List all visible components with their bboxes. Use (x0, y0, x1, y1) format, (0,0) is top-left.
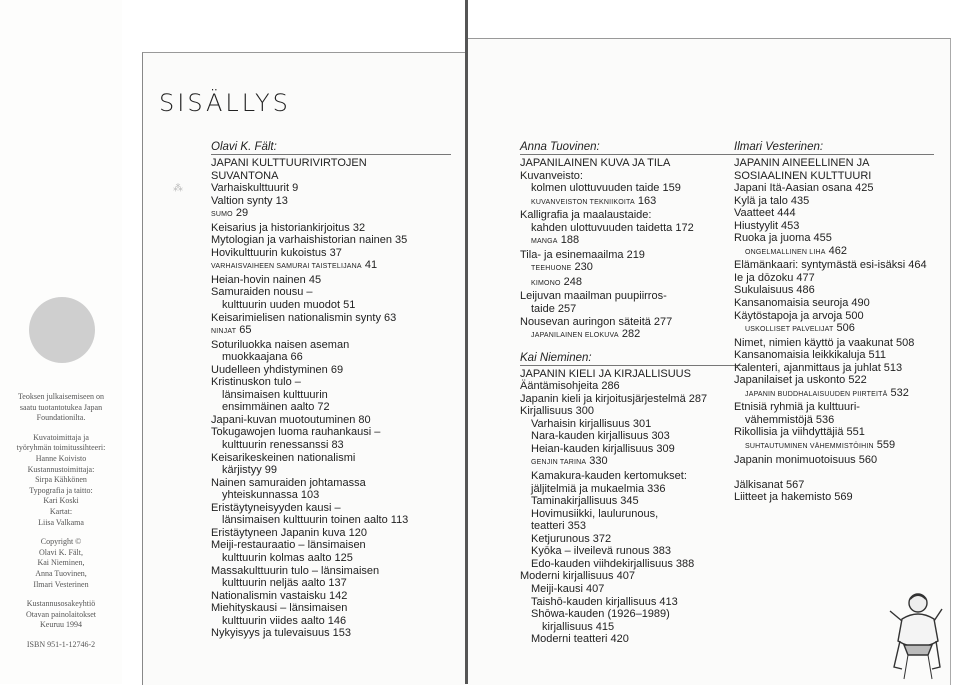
toc-entry: Edo-kauden viihdekirjallisuus 388 (531, 557, 695, 570)
toc-entry: Moderni teatteri 420 (531, 633, 629, 646)
toc-right-page (468, 38, 951, 685)
section-entries (520, 380, 742, 645)
toc-entry: USKOLLISET PALVELIJAT 506 (745, 322, 855, 335)
toc-entry: KIMONO 248 (531, 275, 583, 288)
toc-column-middle (520, 141, 742, 646)
toc-entry: ONGELMALLINEN LIHA 462 (745, 244, 848, 257)
toc-entry: Tokugawojen luoma rauhankausi – (211, 426, 381, 439)
toc-entry: kulttuurin viides aalto 146 (222, 614, 347, 627)
credit-line: Typografia ja taitto: (29, 485, 93, 495)
toc-entry: VARHAISVAIHEEN SAMURAI TAISTELIJANA 41 (211, 259, 378, 272)
section-heading-line: SUVANTONA (211, 169, 279, 182)
toc-entry: Kansanomaisia leikkikaluja 511 (734, 349, 887, 362)
toc-entry: Kamakura-kauden kertomukset: (531, 470, 687, 483)
toc-entry: Samuraiden nousu – (211, 286, 313, 299)
section-entries (211, 182, 451, 640)
section-heading (211, 157, 451, 182)
toc-entry: Japanin monimuotoisuus 560 (734, 453, 878, 466)
toc-section-nieminen (520, 352, 742, 646)
toc-entry: Soturiluokka naisen aseman (211, 338, 350, 351)
toc-entry: jäljitelmiä ja mukaelmia 336 (531, 482, 666, 495)
toc-entry: Ketjurunous 372 (531, 532, 612, 545)
toc-entry: Varhaiskulttuurit 9 (211, 182, 299, 195)
toc-entry: Meiji-kausi 407 (531, 582, 605, 595)
toc-entry: Vaatteet 444 (734, 207, 796, 220)
toc-entry: länsimaisen kulttuurin (222, 388, 328, 401)
section-entries (520, 170, 742, 343)
toc-entry: länsimaisen kulttuurin toinen aalto 113 (222, 514, 409, 527)
toc-entry: Nara-kauden kirjallisuus 303 (531, 430, 670, 443)
toc-entry: Eristäytyneen Japanin kuva 120 (211, 526, 367, 539)
toc-entry: Leijuvan maailman puupiirros- (520, 290, 667, 303)
section-heading-line: JAPANIN AINEELLINEN JA (734, 157, 870, 169)
toc-section-vesterinen (734, 141, 934, 504)
toc-entry: Etnisiä ryhmiä ja kulttuuri- (734, 401, 860, 414)
toc-entry: Jälkisanat 567 (734, 478, 805, 491)
toc-entry: Keisarimielisen nationalismin synty 63 (211, 311, 397, 324)
credit-line: Hanne Koivisto (35, 453, 87, 463)
section-author: Kai Nieminen: (520, 351, 592, 364)
toc-entry: kirjallisuus 415 (542, 620, 615, 633)
credits-printer (2, 599, 120, 631)
toc-section-tuovinen (520, 141, 742, 343)
toc-entry: Käytöstapoja ja arvoja 500 (734, 309, 864, 322)
toc-entry: kahden ulottuvuuden taidetta 172 (531, 221, 694, 234)
toc-entry: Kylä ja talo 435 (734, 194, 810, 207)
section-heading-line: JAPANILAINEN KUVA JA TILA (520, 157, 671, 169)
section-author: Ilmari Vesterinen: (734, 141, 824, 153)
toc-entry (734, 466, 934, 479)
toc-entry: Ääntämisohjeita 286 (520, 380, 620, 393)
toc-entry: TEEHUONE 230 (531, 261, 593, 274)
section-author: Anna Tuovinen: (520, 141, 600, 153)
credit-line: Kustannusosakeyhtiö (26, 599, 96, 609)
toc-entry: Keisarikeskeinen nationalismi (211, 451, 356, 464)
toc-entry: Nimet, nimien käyttö ja vaakunat 508 (734, 336, 915, 349)
credit-line: ISBN 951-1-12746-2 (26, 639, 96, 649)
toc-entry: Hovikulttuurin kukoistus 37 (211, 246, 342, 259)
toc-entry: kulttuurin kolmas aalto 125 (222, 551, 353, 564)
toc-entry: Meiji-restauraatio – länsimaisen (211, 539, 366, 552)
toc-entry: kärjistyy 99 (222, 464, 278, 477)
toc-entry: Elämänkaari: syntymästä esi-isäksi 464 (734, 259, 927, 272)
toc-entry: GENJIN TARINA 330 (531, 455, 608, 468)
toc-entry: Kyōka – ilveilevä runous 383 (531, 545, 672, 558)
toc-entry: SUHTAUTUMINEN VÄHEMMISTÖIHIN 559 (745, 439, 896, 452)
toc-entry: Heian-kauden kirjallisuus 309 (531, 442, 675, 455)
toc-entry: Japani Itä-Aasian osana 425 (734, 182, 874, 195)
toc-entry: JAPANIN BUDDHALAISUUDEN PIIRTEITÄ 532 (745, 386, 909, 399)
section-rule (211, 154, 451, 155)
toc-entry: Moderni kirjallisuus 407 (520, 570, 635, 583)
toc-entry: Taminakirjallisuus 345 (531, 495, 639, 508)
toc-entry: kulttuurin neljäs aalto 137 (222, 577, 347, 590)
credit-line: Kai Nieminen, (37, 558, 85, 568)
toc-entry: Kuvanveisto: (520, 169, 583, 182)
toc-entry: Shōwa-kauden (1926–1989) (531, 608, 670, 621)
credits-funding (2, 392, 120, 424)
credit-line: Ilmari Vesterinen (33, 579, 89, 589)
section-heading-line: JAPANIN KIELI JA KIRJALLISUUS (520, 367, 691, 380)
toc-entry: Kansanomaisia seuroja 490 (734, 297, 870, 310)
toc-entry: Uudelleen yhdistyminen 69 (211, 363, 344, 376)
credit-line: Sirpa Kähkönen (35, 475, 87, 485)
toc-entry: Hovimusiikki, laulurunous, (531, 507, 659, 520)
section-heading (520, 157, 742, 170)
credit-line: työryhmän toimitussihteeri: (16, 443, 106, 453)
toc-entry: kulttuurin renessanssi 83 (222, 439, 344, 452)
toc-section-falt (211, 141, 451, 640)
toc-entry: muokkaajana 66 (222, 351, 303, 364)
credit-line: Kuvatoimittaja ja (33, 432, 89, 442)
credit-line: Kustannustoimittaja: (27, 464, 95, 474)
credit-line: Kari Koski (43, 496, 79, 506)
credit-line: Keuruu 1994 (40, 620, 82, 630)
credit-line: Otavan painolaitokset (26, 609, 96, 619)
toc-entry: Massakulttuurin tulo – länsimaisen (211, 564, 380, 577)
toc-entry: Tila- ja esinemaailma 219 (520, 248, 645, 261)
toc-entry: Heian-hovin nainen 45 (211, 273, 322, 286)
toc-entry: Ie ja dōzoku 477 (734, 271, 815, 284)
grey-circle-graphic (29, 297, 95, 363)
toc-entry: yhteiskunnassa 103 (222, 489, 320, 502)
toc-entry: JAPANILAINEN ELOKUVA 282 (531, 328, 641, 341)
credits-editors (2, 433, 120, 528)
toc-entry: Japanin kieli ja kirjoitusjärjestelmä 287 (520, 392, 708, 405)
section-author: Olavi K. Fält: (211, 141, 277, 153)
section-entries (734, 182, 934, 504)
toc-entry: Eristäytyneisyyden kausi – (211, 501, 341, 514)
toc-entry: Sukulaisuus 486 (734, 284, 815, 297)
toc-entry: kolmen ulottuvuuden taide 159 (531, 182, 681, 195)
toc-entry: Nationalismin vastaisku 142 (211, 589, 348, 602)
credits-isbn (2, 640, 120, 651)
toc-entry: ensimmäinen aalto 72 (222, 401, 330, 414)
toc-left-page (142, 52, 467, 685)
credit-line: saatu tuotantotukea Japan (19, 402, 103, 412)
credit-line: Foundationilta. (36, 413, 86, 423)
credit-line: Copyright © (40, 537, 82, 547)
section-heading (520, 368, 742, 381)
section-heading-line: JAPANI KULTTUURIVIRTOJEN (211, 157, 367, 169)
toc-entry: taide 257 (531, 303, 577, 316)
section-rule (520, 154, 742, 155)
colophon-credits (2, 392, 120, 650)
section-heading-line: SOSIAALINEN KULTTUURI (734, 169, 872, 182)
toc-entry: Ruoka ja juoma 455 (734, 232, 832, 245)
page-title: SISÄLLYS (159, 89, 291, 117)
section-rule (734, 154, 934, 155)
toc-entry: Kristinuskon tulo – (211, 376, 301, 389)
toc-entry: Kirjallisuus 300 (520, 405, 594, 418)
toc-entry: Miehityskausi – länsimaisen (211, 602, 348, 615)
sumo-wrestler-illustration (888, 589, 944, 685)
toc-entry: Kalligrafia ja maalaustaide: (520, 209, 652, 222)
credit-line: Liisa Valkama (38, 517, 84, 527)
toc-entry: Japanilaiset ja uskonto 522 (734, 374, 867, 387)
toc-entry: Nykyisyys ja tulevaisuus 153 (211, 627, 352, 640)
toc-entry: KUVANVEISTON TEKNIIKOITA 163 (531, 194, 657, 207)
toc-entry: Japani-kuvan muotoutuminen 80 (211, 413, 371, 426)
toc-entry: MANGA 188 (531, 234, 580, 247)
toc-entry: kulttuurin uuden muodot 51 (222, 299, 356, 312)
credit-line: Anna Tuovinen, (35, 568, 87, 578)
section-rule (520, 365, 742, 366)
toc-entry: SUMO 29 (211, 207, 249, 220)
section-heading (734, 157, 934, 182)
colophon-page (0, 0, 122, 684)
faint-stamp-mark: ⁂ (173, 183, 183, 194)
toc-entry: Mytologian ja varhaishistorian nainen 35 (211, 234, 408, 247)
toc-entry: Liitteet ja hakemisto 569 (734, 491, 853, 504)
toc-entry: Hiustyylit 453 (734, 219, 800, 232)
credit-line: Olavi K. Fält, (39, 547, 83, 557)
credit-line: Teoksen julkaisemiseen on (17, 392, 105, 401)
toc-entry: Rikollisia ja viihdyttäjiä 551 (734, 426, 865, 439)
credits-copyright (2, 537, 120, 590)
toc-entry: NINJAT 65 (211, 324, 252, 337)
toc-entry: Valtion synty 13 (211, 194, 288, 207)
toc-entry: Varhaisin kirjallisuus 301 (531, 417, 652, 430)
toc-entry: Nousevan auringon säteitä 277 (520, 315, 673, 328)
toc-entry: Nainen samuraiden johtamassa (211, 476, 366, 489)
toc-entry: Kalenteri, ajanmittaus ja juhlat 513 (734, 361, 903, 374)
credit-line: Kartat: (49, 506, 73, 516)
toc-entry: teatteri 353 (531, 520, 587, 533)
toc-entry: Keisarius ja historiankirjoitus 32 (211, 221, 366, 234)
toc-entry: vähemmistöjä 536 (745, 413, 835, 426)
toc-entry: Taishō-kauden kirjallisuus 413 (531, 595, 678, 608)
